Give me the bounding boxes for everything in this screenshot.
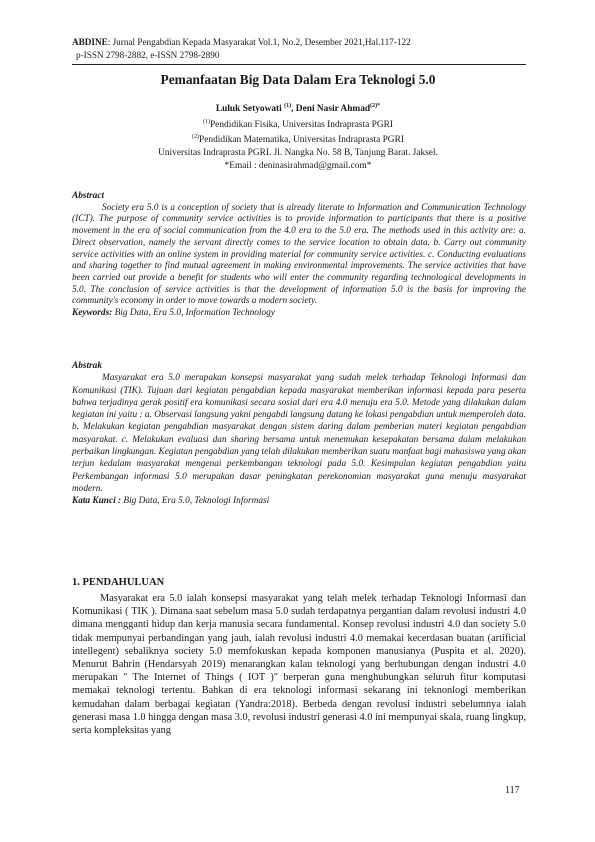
author-block: [72, 100, 524, 172]
author-2: , Deni Nasir Ahmad: [291, 104, 371, 115]
section-heading: 1. PENDAHULUAN: [72, 577, 165, 588]
keywords-label: Keywords:: [72, 308, 113, 319]
author-1-sup: (1): [284, 103, 292, 109]
institution-address: Universitas Indraprasta PGRI. Jl. Nangka No. 58 B, Tanjung Barat. Jaksel.: [158, 148, 438, 159]
affiliation-1-sup: (1): [202, 118, 210, 125]
kata-kunci-label: Kata Kunci :: [72, 496, 122, 507]
keywords-text: Big Data, Era 5.0, Information Technology: [112, 308, 275, 319]
journal-info: : Jurnal Pengabdian Kepada Masyarakat Vol.1, No.2, Desember 2021,Hal.117-122: [107, 37, 411, 47]
kata-kunci-line: [72, 495, 526, 507]
abstrak-heading: Abstrak: [72, 361, 102, 371]
affiliation-2-text: Pendidikan Matematika, Universitas Indraprasta PGRI: [199, 135, 404, 146]
journal-header: [72, 36, 527, 62]
affiliation-1-text: Pendidikan Fisika, Universitas Indraprasta PGRI: [209, 119, 394, 130]
author-email: *Email : deninasirahmad@gmail.com*: [224, 160, 372, 171]
issn-line: p-ISSN 2798-2882, e-ISSN 2798-2890: [76, 50, 220, 60]
abstract-heading: Abstract: [72, 191, 105, 201]
keywords-line: [72, 308, 526, 320]
author-2-sup: (2)*: [370, 103, 381, 109]
author-names: [72, 100, 524, 116]
journal-citation: [72, 36, 527, 49]
affiliation-1: [72, 116, 524, 132]
kata-kunci-text: Big Data, Era 5.0, Teknologi Informasi: [121, 496, 270, 507]
abstract-indonesian: [72, 360, 526, 508]
author-1: Luluk Setyowati: [215, 104, 285, 115]
paper-title: Pemanfaatan Big Data Dalam Era Teknologi 5.0: [160, 72, 436, 87]
section-body: Masyarakat era 5.0 ialah konsepsi masyarakat yang telah melek terhadap Teknologi Informasi dan Komunikasi ( TIK ). Dimana saat sebelum masa 5.0 sudah terdapatnya pergantian dalam revolusi industri 4.0 dimana mengganti hidup dan kerja manusia secara fundamental. Konsep revolusi industri 4.0 dan society 5.0 tidak mempunyai perbandingan yang jauh, ialah revolusi industri 4.0 memakai kecerdasan buatan (artificial intellegent) sebaliknya society 5.0 memfokuskan kepada komponen manusianya (Puspita et al. 2020). Menurut Bahrin (Hendarsyah 2019) menarangkan kalau teknologi yang berhubungan dengan industri 4.0 merupakan " The Internet of Things ( IOT )" berperan guna menghubungkan seluruh fitur komputasi memakai teknologi tertentu. Bahkan di era teknologi informasi sekarang ini teknonlogi memberikan kemudahan dalam berbagai kegiatan (Yandra:2018). Berbeda dengan revolusi industri sebelumnya ialah generasi masa 1.0 hingga dengan masa 3.0, revolusi industri generasi 4.0 ini mempunyai skala, ruang lingkup, serta kompleksitas yang: [72, 593, 526, 737]
page-number: 117: [505, 785, 520, 796]
affiliation-2-sup: (2): [192, 134, 200, 141]
header-divider: [72, 64, 526, 65]
affiliation-2: [72, 131, 524, 147]
abstract-english: [72, 191, 526, 320]
journal-label: ABDINE: [72, 37, 108, 47]
abstract-text: Society era 5.0 is a conception of society that is already literate to Information and Communication Technology (ICT). The purpose of community service activities is to provide information to participants that there is a positive movement in the era of social communication from the 4.0 era to the 5.0 era. The methods used in this activity are: a. Direct observation, namely the servant directly comes to the service location to obtain data. b. Carry out community service activities with an online system in providing material for community service activities. c. Conducting evaluations and sharing together to find mutual agreement in making environmental improvements. The service activities that have been carried out provide a benefit for students who will enter the community regarding technological developments in 5.0. The conclusion of service activities is that the development of information 5.0 is the basis for improving the community's economy in order to move towards a modern society.: [72, 202, 526, 307]
abstrak-text: Masyarakat era 5.0 merupakan konsepsi masyarakat yang sudah melek terhadap Teknologi Informasi dan Komunikasi (TIK). Tujuan dari kegiatan pengabdian kepada masyarakat memberikan informasi kepada para peserta bahwa terjadinya gerak positif era komunikasi secara sosial dari era 4.0 menuju era 5.0. Metode yang dilakukan dalam kegiatan ini yaitu : a. Observasi langsung yakni pengabdi langsung datang ke lokasi pengabdian untuk memperoleh data. b. Melakukan kegiatan pengabdian masyarakat dengan sistem daring dalam pemberian materi kegiatan pengabdian masyarakat. c. Melakukan evaluasi dan sharing bersama untuk menemukan kesepakatan bersama dalam melakukan perbaikan lingkungan. Kegiatan pengabdian yang telah dilakukan memberikan suatu manfaat bagi mahasiswa yang akan terjun kedalam masyarakat mengenai perkembangan teknologi pada 5.0. Kesimpulan kegiatan pengabdian yaitu Perkembangan informasi 5.0 merupakan dasar peningkatan perekonomian masyarakat guna menuju masyarakat modern.: [72, 373, 526, 494]
